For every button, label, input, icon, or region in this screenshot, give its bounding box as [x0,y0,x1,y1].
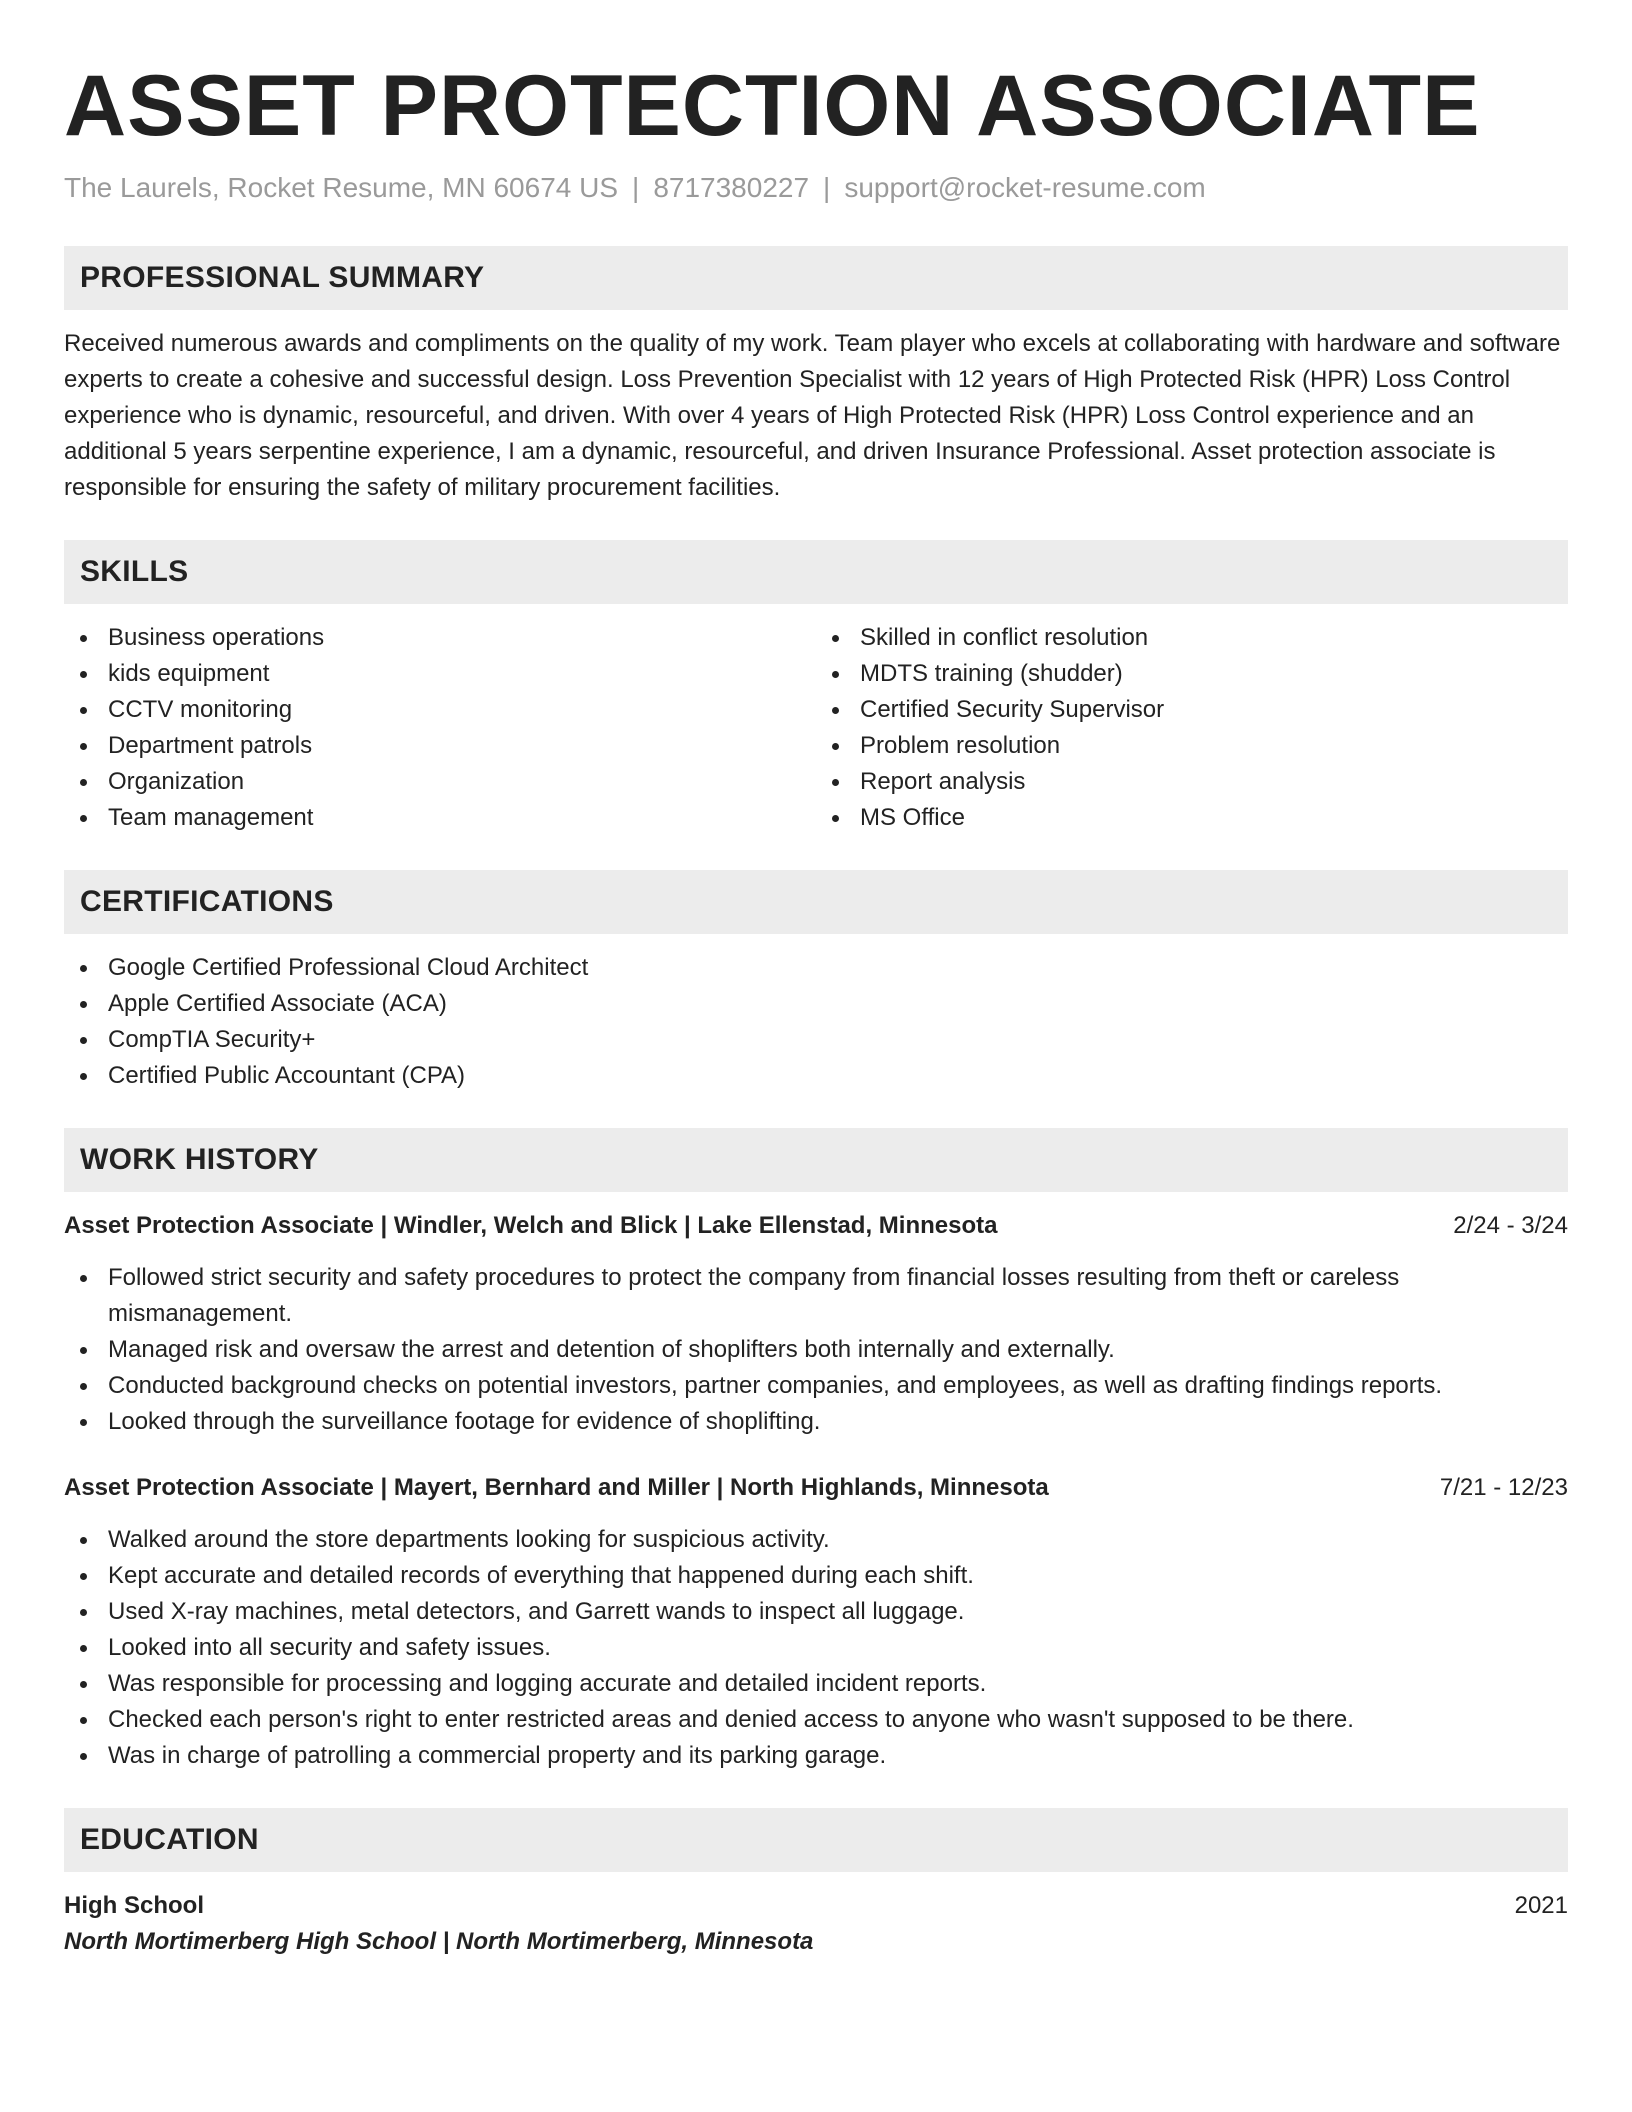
contact-separator: | [632,172,640,203]
education-degree: High School [64,1892,204,1919]
education-school: North Mortimerberg High School | North Mortimerberg, Minnesota [64,1928,814,1955]
job-bullet: Managed risk and oversaw the arrest and detention of shoplifters both internally and externally. [64,1332,1568,1368]
certification-item: Certified Public Accountant (CPA) [64,1058,1568,1094]
education-entry [64,1888,1568,1960]
skills-column-right [816,620,1568,836]
job-header [64,1470,1568,1506]
phone: 8717380227 [653,172,810,203]
job-bullet: Was responsible for processing and logging accurate and detailed incident reports. [64,1666,1568,1702]
job-bullet: Walked around the store departments looking for suspicious activity. [64,1522,1568,1558]
skills-list-right [816,620,1568,836]
skill-item: Team management [64,800,816,836]
job-title: Asset Protection Associate | Mayert, Bernhard and Miller | North Highlands, Minnesota [64,1474,1049,1501]
skill-item: Business operations [64,620,816,656]
skill-item: Organization [64,764,816,800]
job-entry [64,1208,1568,1440]
job-dates: 7/21 - 12/23 [1439,1474,1568,1501]
job-bullets [64,1522,1568,1774]
section-heading-education: EDUCATION [64,1808,1568,1872]
job-bullet: Looked through the surveillance footage for evidence of shoplifting. [64,1404,1568,1440]
job-title: Asset Protection Associate | Windler, Welch and Blick | Lake Ellenstad, Minnesota [64,1212,998,1239]
certification-item: Google Certified Professional Cloud Architect [64,950,1568,986]
certifications-list [64,950,1568,1094]
email: support@rocket-resume.com [844,172,1206,203]
job-dates: 2/24 - 3/24 [1453,1212,1568,1239]
job-bullet: Was in charge of patrolling a commercial property and its parking garage. [64,1738,1568,1774]
skills-grid [64,620,1568,836]
skills-column-left [64,620,816,836]
job-bullet: Followed strict security and safety procedures to protect the company from financial losses resulting from theft or careless mismanagement. [64,1260,1568,1332]
skills-list-left [64,620,816,836]
job-bullet: Checked each person's right to enter restricted areas and denied access to anyone who wasn't supposed to be there. [64,1702,1568,1738]
job-entry [64,1470,1568,1774]
skill-item: Department patrols [64,728,816,764]
section-heading-certifications: CERTIFICATIONS [64,870,1568,934]
skill-item: Skilled in conflict resolution [816,620,1568,656]
skill-item: CCTV monitoring [64,692,816,728]
job-bullet: Kept accurate and detailed records of everything that happened during each shift. [64,1558,1568,1594]
skill-item: MDTS training (shudder) [816,656,1568,692]
skill-item: kids equipment [64,656,816,692]
section-heading-skills: SKILLS [64,540,1568,604]
skill-item: Problem resolution [816,728,1568,764]
job-bullets [64,1260,1568,1440]
summary-text: Received numerous awards and compliments on the quality of my work. Team player who excels at collaborating with hardware and software experts to create a cohesive and successful design. Loss Prevention Specialist with 12 years of High Protected Risk (HPR) Loss Control experience who is dynamic, resourceful, and driven. With over 4 years of High Protected Risk (HPR) Loss Control experience and an additional 5 years serpentine experience, I am a dynamic, resourceful, and driven Insurance Professional. Asset protection associate is responsible for ensuring the safety of military procurement facilities. [64,330,1561,501]
skill-item: MS Office [816,800,1568,836]
contact-line [64,168,1568,208]
contact-separator: | [823,172,831,203]
candidate-name: ASSET PROTECTION ASSOCIATE [64,58,1481,154]
section-heading-summary: PROFESSIONAL SUMMARY [64,246,1568,310]
education-header [64,1888,1568,1924]
skill-item: Report analysis [816,764,1568,800]
address: The Laurels, Rocket Resume, MN 60674 US [64,172,619,203]
education-year: 2021 [1514,1892,1568,1919]
certification-item: CompTIA Security+ [64,1022,1568,1058]
job-bullet: Used X-ray machines, metal detectors, and Garrett wands to inspect all luggage. [64,1594,1568,1630]
skill-item: Certified Security Supervisor [816,692,1568,728]
job-header [64,1208,1568,1244]
job-bullet: Conducted background checks on potential investors, partner companies, and employees, as well as drafting findings reports. [64,1368,1568,1404]
certification-item: Apple Certified Associate (ACA) [64,986,1568,1022]
section-heading-work-history: WORK HISTORY [64,1128,1568,1192]
job-bullet: Looked into all security and safety issues. [64,1630,1568,1666]
